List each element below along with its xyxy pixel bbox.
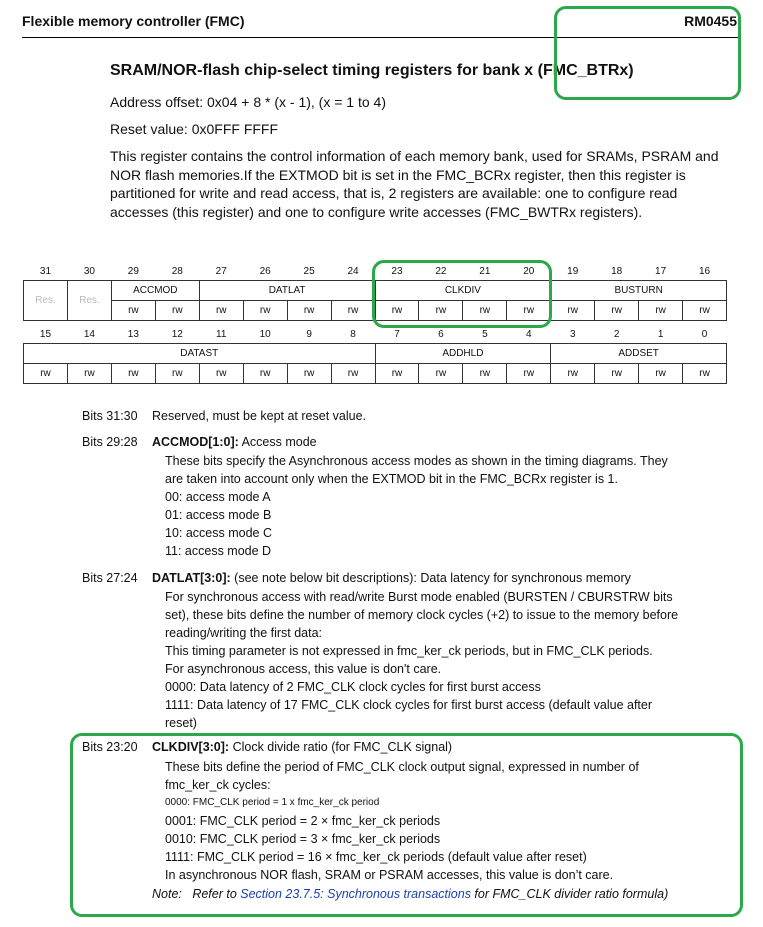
- access-type: rw: [287, 364, 331, 384]
- access-type: rw: [595, 364, 639, 384]
- access-type: rw: [683, 364, 727, 384]
- access-type: rw: [331, 364, 375, 384]
- bits-label: Bits 23:20: [82, 740, 138, 754]
- note-text: Refer to: [192, 887, 241, 901]
- bit-number: 12: [171, 328, 183, 340]
- field-name: DATLAT[3:0]:: [152, 571, 231, 585]
- highlight-box-clkdiv-desc: [70, 733, 743, 917]
- bits-text: Reserved, must be kept at reset value.: [152, 409, 366, 423]
- bit-number: 19: [567, 265, 579, 277]
- desc-line: fmc_ker_ck cycles:: [165, 778, 271, 792]
- highlight-box-docid: [554, 6, 741, 100]
- desc-line: 00: access mode A: [165, 490, 271, 504]
- desc-line: 01: access mode B: [165, 508, 272, 522]
- address-offset: Address offset: 0x04 + 8 * (x - 1), (x = 1 to 4): [110, 94, 386, 110]
- document-id: RM0455: [684, 13, 737, 29]
- accmod-description: [165, 452, 725, 560]
- bits-label: Bits 29:28: [82, 435, 138, 449]
- field-clkdiv: CLKDIV: [375, 281, 551, 301]
- bits-31-30: [82, 407, 366, 425]
- bit-number: 7: [394, 328, 400, 340]
- bit-number: 25: [303, 265, 315, 277]
- access-type: rw: [111, 301, 155, 321]
- access-type: rw: [463, 364, 507, 384]
- bit-number: 28: [171, 265, 183, 277]
- bit-number: 31: [39, 265, 52, 277]
- bit-number: 2: [613, 328, 620, 340]
- register-map-low: [23, 325, 727, 384]
- field-accmod: ACCMOD: [111, 281, 199, 301]
- field-addset: ADDSET: [551, 344, 727, 364]
- field-name: ACCMOD[1:0]:: [152, 435, 239, 449]
- bit-number: 14: [83, 328, 95, 340]
- note-label: Note:: [152, 887, 182, 901]
- desc-line: For synchronous access with read/write Burst mode enabled (BURSTEN / CBURSTRW bits: [165, 590, 673, 604]
- bit-number-row: [24, 325, 727, 344]
- access-type: rw: [111, 364, 155, 384]
- access-type: rw: [507, 301, 551, 321]
- bit-number: 4: [526, 328, 532, 340]
- desc-line: For asynchronous access, this value is don't care.: [165, 662, 442, 676]
- access-type: rw: [551, 364, 595, 384]
- access-type: rw: [639, 364, 683, 384]
- desc-line: 0010: FMC_CLK period = 3 × fmc_ker_ck periods: [165, 832, 441, 846]
- bit-number: 23: [391, 265, 403, 277]
- reserved-field: Res.: [67, 281, 111, 321]
- desc-line: 0000: FMC_CLK period = 1 x fmc_ker_ck period: [165, 797, 380, 808]
- desc-line: reset): [165, 716, 197, 730]
- bit-number: 8: [350, 328, 356, 340]
- bit-number: 29: [127, 265, 139, 277]
- chapter-title: Flexible memory controller (FMC): [22, 13, 245, 29]
- access-type: rw: [375, 364, 419, 384]
- access-type: rw: [287, 301, 331, 321]
- bit-number: 11: [216, 328, 227, 340]
- bit-number: 1: [657, 328, 664, 340]
- bit-number: 16: [698, 265, 711, 277]
- access-type: rw: [463, 301, 507, 321]
- access-type: rw: [243, 364, 287, 384]
- bits-27-24: [82, 569, 631, 587]
- bit-number: 30: [83, 265, 95, 277]
- bit-number: 17: [655, 265, 667, 277]
- access-type: rw: [375, 301, 419, 321]
- field-title: Clock divide ratio (for FMC_CLK signal): [229, 740, 453, 754]
- bit-number: 0: [701, 328, 708, 340]
- datlat-description: [165, 588, 725, 732]
- bit-number: 6: [438, 328, 444, 340]
- access-type: rw: [595, 301, 639, 321]
- desc-line: 1111: Data latency of 17 FMC_CLK clock cycles for first burst access (default value after: [165, 698, 653, 712]
- bit-number: 27: [215, 265, 227, 277]
- section-link[interactable]: Section 23.7.5: Synchronous transactions: [240, 887, 471, 901]
- bits-label: Bits 27:24: [82, 571, 138, 585]
- desc-line: 10: access mode C: [165, 526, 272, 540]
- desc-line: 0001: FMC_CLK period = 2 × fmc_ker_ck periods: [165, 814, 441, 828]
- access-type: rw: [199, 301, 243, 321]
- access-type: rw: [419, 364, 463, 384]
- bit-number: 24: [347, 265, 359, 277]
- bit-number: 13: [127, 328, 139, 340]
- note-text: for FMC_CLK divider ratio formula): [470, 887, 669, 901]
- reserved-field: Res.: [24, 281, 68, 321]
- highlight-box-clkdiv-field: [372, 260, 552, 328]
- bit-number: 9: [306, 328, 312, 340]
- access-type: rw: [551, 301, 595, 321]
- reset-value: Reset value: 0x0FFF FFFF: [110, 121, 279, 137]
- desc-line: are taken into account only when the EXTMOD bit in the FMC_BCRx register is 1.: [165, 472, 618, 486]
- access-type: rw: [199, 364, 243, 384]
- field-name-row: [24, 344, 727, 364]
- bit-number: 20: [523, 265, 535, 277]
- access-type: rw: [155, 364, 199, 384]
- field-title: Access mode: [238, 435, 317, 449]
- bit-number: 18: [611, 265, 623, 277]
- access-type: rw: [24, 364, 68, 384]
- access-type: rw: [683, 301, 727, 321]
- field-datast: DATAST: [24, 344, 376, 364]
- bit-number: 26: [259, 265, 271, 277]
- bits-29-28: [82, 433, 317, 451]
- register-description: This register contains the control information of each memory bank, used for SRAMs, PSRAM and NOR flash memories.If the EXTMOD bit is set in the FMC_BCRx register, then this register is partitioned for write and read access, that is, 2 registers are available: one to configure read accesses (this register) and one to configure write accesses (FMC_BWTRx registers).: [110, 148, 719, 220]
- field-addhld: ADDHLD: [375, 344, 551, 364]
- desc-line: These bits define the period of FMC_CLK clock output signal, expressed in number of: [165, 760, 639, 774]
- access-type: rw: [67, 364, 111, 384]
- field-busturn: BUSTURN: [551, 281, 727, 301]
- access-type: rw: [155, 301, 199, 321]
- field-name: CLKDIV[3:0]:: [152, 740, 230, 754]
- desc-line: 0000: Data latency of 2 FMC_CLK clock cycles for first burst access: [165, 680, 541, 694]
- desc-line: This timing parameter is not expressed in fmc_ker_ck periods, but in FMC_CLK periods.: [165, 644, 653, 658]
- desc-line: 1111: FMC_CLK period = 16 × fmc_ker_ck periods (default value after reset): [165, 850, 587, 864]
- access-type: rw: [243, 301, 287, 321]
- desc-line: reading/writing the first data:: [165, 626, 323, 640]
- register-title: SRAM/NOR-flash chip-select timing registers for bank x (FMC_BTRx): [110, 62, 634, 79]
- field-title: (see note below bit descriptions): Data latency for synchronous memory: [230, 571, 631, 585]
- desc-line: set), these bits define the number of memory clock cycles (+2) to issue to the memory before: [165, 608, 679, 622]
- access-type: rw: [507, 364, 551, 384]
- bit-number: 21: [479, 265, 491, 277]
- bit-number: 3: [569, 328, 576, 340]
- bits-label: Bits 31:30: [82, 409, 138, 423]
- access-row: [24, 364, 727, 384]
- bit-number: 10: [259, 328, 271, 340]
- access-type: rw: [331, 301, 375, 321]
- desc-line: These bits specify the Asynchronous access modes as shown in the timing diagrams. They: [165, 454, 668, 468]
- bit-number: 22: [435, 265, 447, 277]
- desc-line: In asynchronous NOR flash, SRAM or PSRAM accesses, this value is don’t care.: [165, 868, 614, 882]
- access-type: rw: [639, 301, 683, 321]
- bit-number: 5: [482, 328, 488, 340]
- bit-number: 15: [39, 328, 52, 340]
- field-datlat: DATLAT: [199, 281, 375, 301]
- desc-line: 11: access mode D: [165, 544, 272, 558]
- access-type: rw: [419, 301, 463, 321]
